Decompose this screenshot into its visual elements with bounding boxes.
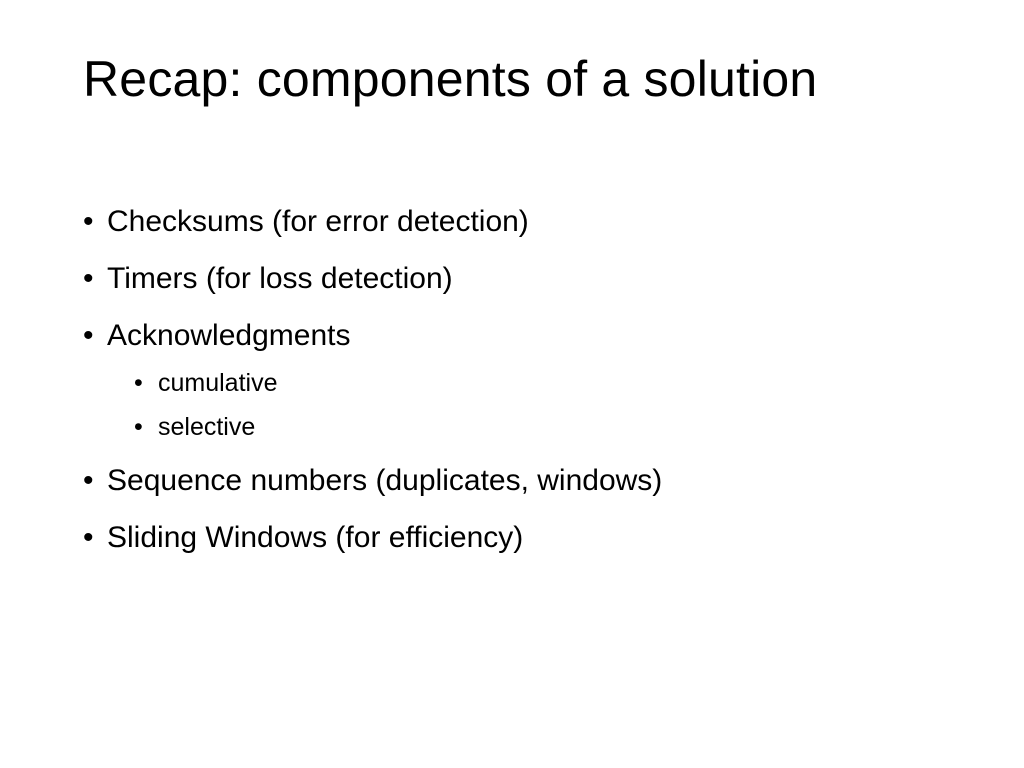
bullet-item bbox=[83, 200, 662, 244]
bullet-item bbox=[83, 257, 662, 301]
sub-bullet-text: cumulative bbox=[158, 369, 278, 397]
bullet-item bbox=[83, 516, 662, 560]
bullet-text: Checksums (for error detection) bbox=[107, 205, 529, 238]
bullet-item bbox=[83, 459, 662, 503]
sub-bullet-list bbox=[107, 364, 662, 446]
sub-bullet-item bbox=[134, 364, 662, 402]
sub-bullet-text: selective bbox=[158, 413, 256, 441]
bullet-text: Acknowledgments bbox=[107, 319, 351, 352]
bullet-item bbox=[83, 314, 662, 446]
sub-bullet-item bbox=[134, 408, 662, 446]
slide-title: Recap: components of a solution bbox=[83, 51, 818, 107]
bullet-text: Sequence numbers (duplicates, windows) bbox=[107, 464, 663, 497]
bullet-text: Sliding Windows (for efficiency) bbox=[107, 521, 524, 554]
bullet-list bbox=[83, 200, 662, 573]
bullet-text: Timers (for loss detection) bbox=[107, 262, 453, 295]
